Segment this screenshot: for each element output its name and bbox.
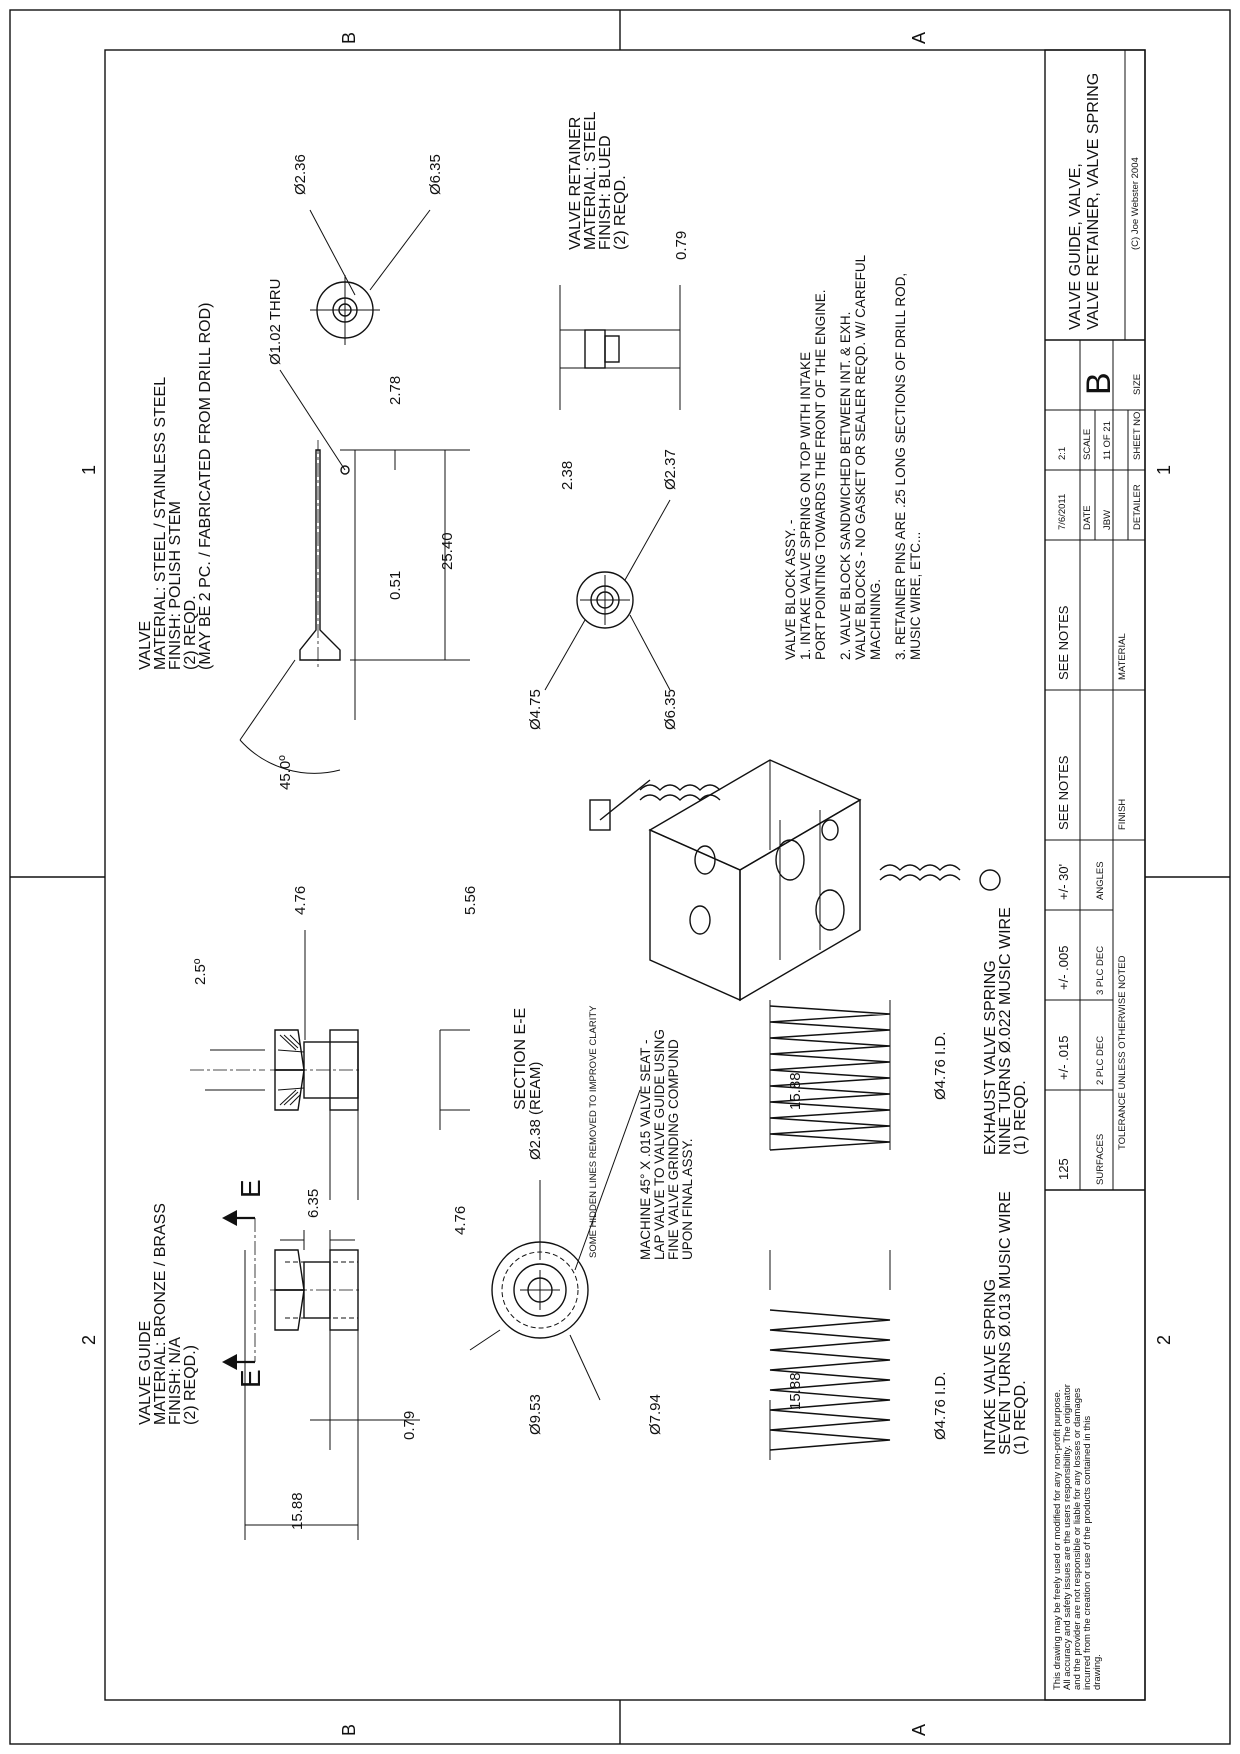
svg-text:(2) REQD.): (2) REQD.): [182, 1345, 199, 1425]
exhaust-spring-label: [982, 907, 1029, 1155]
outer-border: [10, 10, 1230, 1744]
guide-length-dim: 15.88: [289, 1492, 306, 1530]
zone-bottom-a: A: [909, 1723, 929, 1737]
svg-text:3. RETAINER PINS ARE .25 LONG: 3. RETAINER PINS ARE .25 LONG SECTIONS OF DRILL ROD,: [893, 272, 908, 660]
svg-text:PORT POINTING TOWARDS THE FRON: PORT POINTING TOWARDS THE FRONT OF THE ENGINE.: [813, 289, 828, 660]
valve-block-isometric: [590, 760, 1000, 1000]
retainer-end-d1: Ø4.75: [527, 689, 544, 730]
retainer-height-dim: 2.38: [559, 460, 576, 490]
tol-ang-value: +/- 30': [1056, 863, 1071, 900]
svg-text:(2) REQD.: (2) REQD.: [182, 595, 199, 670]
hidden-lines-note: SOME HIDDEN LINES REMOVED TO IMPROVE CLARITY: [588, 1005, 599, 1258]
zone-top-a: A: [909, 31, 929, 45]
section-dim-a: 4.76: [292, 885, 309, 915]
svg-text:MATERIAL: STEEL / STAINLESS ST: MATERIAL: STEEL / STAINLESS STEEL: [152, 376, 169, 670]
svg-text:VALVE RETAINER: VALVE RETAINER: [567, 116, 584, 250]
svg-text:MATERIAL: STEEL: MATERIAL: STEEL: [582, 111, 599, 250]
retainer-top-d1: Ø2.36: [292, 154, 309, 195]
retainer-thickness-dim: 0.79: [673, 230, 690, 260]
valve-guide-label: [137, 1203, 199, 1425]
svg-text:MUSIC WIRE, ETC...: MUSIC WIRE, ETC...: [908, 531, 923, 660]
svg-text:MACHINING.: MACHINING.: [868, 579, 883, 660]
intake-spring-length: 15.88: [787, 1372, 804, 1410]
intake-spring-id: Ø4.76 I.D.: [932, 1371, 949, 1440]
disclaimer: [1052, 1384, 1103, 1690]
svg-text:EXHAUST VALVE SPRING: EXHAUST VALVE SPRING: [982, 960, 999, 1155]
finish-value: SEE NOTES: [1056, 755, 1071, 830]
svg-text:FINISH: BLUED: FINISH: BLUED: [597, 135, 614, 250]
valve-side-view: [240, 370, 470, 773]
svg-text:VALVE GUIDE, VALVE,: VALVE GUIDE, VALVE,: [1067, 163, 1084, 330]
surface-label: SURFACES: [1095, 1133, 1106, 1185]
tol3-value: +/- .005: [1056, 945, 1071, 990]
retainer-end-d3: Ø6.35: [662, 689, 679, 730]
svg-text:and the provider are not respo: and the provider are not responsible or liable for any losses or damages: [1072, 1387, 1083, 1690]
guide-bore-dim: 6.35: [305, 1188, 322, 1218]
svg-text:(MAY BE 2 PC. / FABRICATED FRO: (MAY BE 2 PC. / FABRICATED FROM DRILL ROD): [197, 302, 214, 670]
svg-text:MACHINE 45° X .015 VALVE SEAT: MACHINE 45° X .015 VALVE SEAT -: [638, 1039, 653, 1260]
svg-text:incurred from the creation or: incurred from the creation or use of the products contained in this: [1082, 1415, 1093, 1690]
zone-left-1: 1: [79, 464, 99, 476]
sheet-value: 11 OF 21: [1102, 421, 1113, 460]
svg-text:FINISH: N/A: FINISH: N/A: [167, 1336, 184, 1425]
machine-note: [638, 1029, 695, 1260]
svg-text:VALVE RETAINER, VALVE SPRING: VALVE RETAINER, VALVE SPRING: [1085, 72, 1102, 330]
size-label: SIZE: [1132, 373, 1143, 395]
valve-hole-dim: Ø1.02 THRU: [267, 278, 284, 365]
retainer-top-d2: Ø6.35: [427, 154, 444, 195]
section-ee-label: SECTION E-E: [512, 1007, 529, 1110]
svg-text:VALVE GUIDE: VALVE GUIDE: [137, 1320, 154, 1425]
date-value: 7/6/2011: [1057, 493, 1068, 530]
svg-text:NINE TURNS Ø.022 MUSIC WIRE: NINE TURNS Ø.022 MUSIC WIRE: [997, 907, 1014, 1155]
retainer-top-view: [310, 210, 430, 345]
size-value: B: [1080, 372, 1118, 395]
svg-text:drawing.: drawing.: [1092, 1654, 1103, 1690]
svg-text:FINE VALVE GRINDING COMPUND: FINE VALVE GRINDING COMPUND: [666, 1039, 681, 1260]
section-letter-bottom: E: [235, 1369, 266, 1388]
valve-hole-pos-dim: 2.78: [387, 375, 404, 405]
valve-guide-dims: [245, 1230, 420, 1540]
zone-ticks: [10, 10, 1230, 1744]
scale-value: 2:1: [1057, 446, 1068, 460]
surface-value: 125: [1056, 1158, 1071, 1180]
drawing-title: [1067, 73, 1102, 330]
section-taper-dim: 2.5º: [192, 958, 209, 985]
copyright: (C) Joe Webster 2004: [1130, 157, 1141, 250]
guide-flange-dim: 0.79: [401, 1410, 418, 1440]
detailer-label: DETAILER: [1132, 484, 1143, 530]
svg-text:This drawing may be freely use: This drawing may be freely used or modified for any non-profit purpose.: [1052, 1389, 1063, 1690]
svg-text:UPON FINAL ASSY.: UPON FINAL ASSY.: [680, 1138, 695, 1260]
svg-text:VALVE BLOCKS - NO GASKET OR SE: VALVE BLOCKS - NO GASKET OR SEALER REQD. W/ CAREFUL: [853, 254, 868, 660]
sheet-label: SHEET NO.: [1132, 408, 1143, 460]
svg-text:SEVEN TURNS Ø.013 MUSIC WIRE: SEVEN TURNS Ø.013 MUSIC WIRE: [997, 1191, 1014, 1455]
material-label: MATERIAL: [1117, 633, 1128, 680]
svg-text:(1) REQD.: (1) REQD.: [1012, 1080, 1029, 1155]
retainer-end-d2: Ø2.37: [662, 449, 679, 490]
valve-retainer-label: [567, 111, 629, 250]
finish-label: FINISH: [1117, 798, 1128, 830]
guide-d1: Ø9.53: [527, 1394, 544, 1435]
zone-left-2: 2: [79, 1334, 99, 1346]
intake-spring-label: [982, 1191, 1029, 1455]
scale-label: SCALE: [1082, 428, 1093, 460]
exhaust-spring-id: Ø4.76 I.D.: [932, 1031, 949, 1100]
date-label: DATE: [1082, 505, 1093, 530]
tol-ang-label: ANGLES: [1095, 861, 1106, 900]
intake-spring-drawing: [770, 1250, 890, 1460]
guide-ream: Ø2.38 (REAM): [527, 1061, 544, 1160]
svg-text:MATERIAL: BRONZE / BRASS: MATERIAL: BRONZE / BRASS: [152, 1203, 169, 1425]
svg-text:(2) REQD.: (2) REQD.: [612, 175, 629, 250]
svg-text:(1) REQD.: (1) REQD.: [1012, 1380, 1029, 1455]
svg-text:VALVE: VALVE: [137, 620, 154, 670]
valve-block-notes: [783, 254, 923, 660]
svg-text:INTAKE VALVE SPRING: INTAKE VALVE SPRING: [982, 1278, 999, 1455]
valve-angle-dim: 45.0º: [277, 755, 294, 790]
detailer-value: JBW: [1102, 509, 1113, 530]
valve-guide-side-view: [222, 1210, 362, 1370]
tol2-value: +/- .015: [1056, 1035, 1071, 1080]
retainer-end-view: [545, 500, 670, 690]
section-letter-top: E: [235, 1179, 266, 1198]
valve-guide-end-view: [470, 1090, 640, 1400]
tol2-label: 2 PLC DEC: [1095, 1035, 1106, 1085]
valve-length-dim: 25.40: [439, 532, 456, 570]
valve-head-dim: 0.51: [387, 570, 404, 600]
svg-text:2. VALVE BLOCK SANDWICHED BETW: 2. VALVE BLOCK SANDWICHED BETWEEN INT. & EXH.: [838, 311, 853, 660]
zone-top-b: B: [339, 31, 359, 45]
tol3-label: 3 PLC DEC: [1095, 945, 1106, 995]
section-ee-view: [190, 930, 470, 1200]
svg-text:LAP VALVE TO VALVE GUIDE USING: LAP VALVE TO VALVE GUIDE USING: [652, 1029, 667, 1260]
section-dim-c: 4.76: [452, 1205, 469, 1235]
svg-text:FINISH: POLISH STEM: FINISH: POLISH STEM: [167, 501, 184, 670]
retainer-side-view: [560, 285, 680, 410]
section-dim-b: 5.56: [462, 885, 479, 915]
svg-text:All accuracy and safety issues: All accuracy and safety issues are the users responsibility. The originator: [1062, 1384, 1073, 1690]
svg-text:VALVE BLOCK ASSY. -: VALVE BLOCK ASSY. -: [783, 519, 798, 660]
svg-text:1. INTAKE VALVE SPRING ON TOP: 1. INTAKE VALVE SPRING ON TOP WITH INTAKE: [798, 351, 813, 660]
exhaust-spring-length: 15.88: [787, 1072, 804, 1110]
zone-right-1: 1: [1154, 464, 1174, 476]
zone-right-2: 2: [1154, 1334, 1174, 1346]
material-value: SEE NOTES: [1056, 605, 1071, 680]
guide-d2: Ø7.94: [647, 1394, 664, 1435]
tolerance-note: TOLERANCE UNLESS OTHERWISE NOTED: [1117, 955, 1128, 1150]
valve-label: [137, 303, 214, 670]
zone-bottom-b: B: [339, 1723, 359, 1737]
